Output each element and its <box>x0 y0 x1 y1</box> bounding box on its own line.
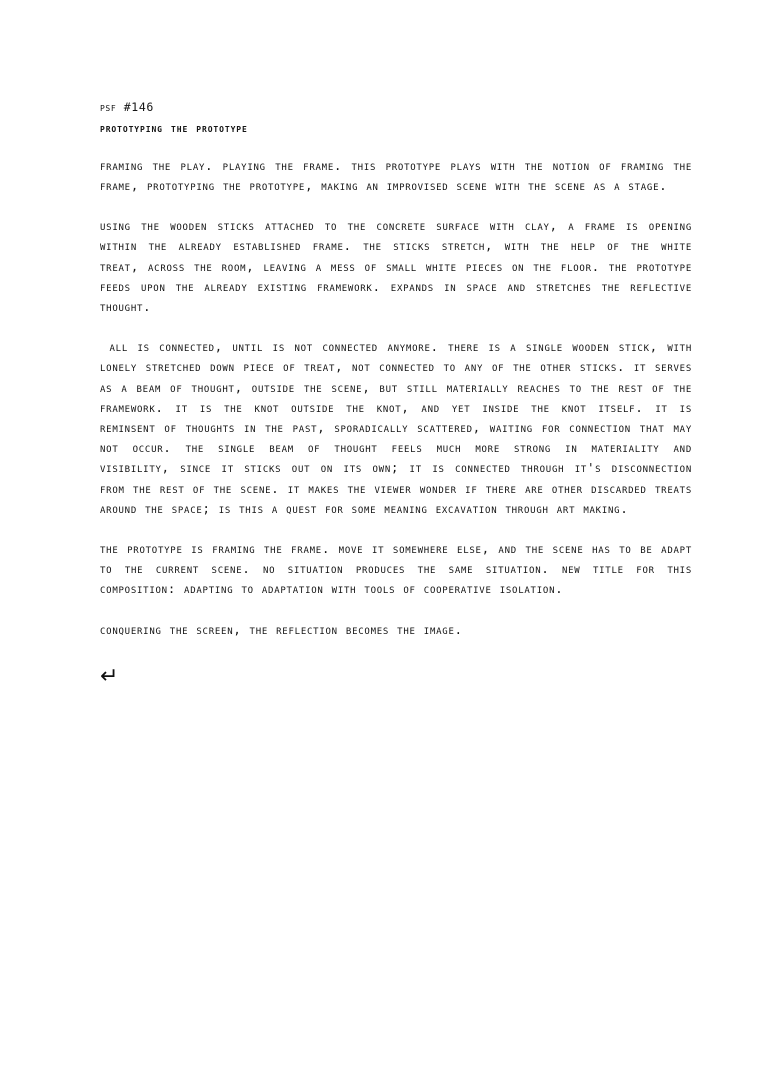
document-id: psf #146 <box>100 100 154 114</box>
spacer <box>100 317 692 337</box>
spacer <box>100 196 692 216</box>
paragraph-2: using the wooden sticks attached to the concrete surface with clay, a frame is opening within the already established frame. the sticks stretch, with the help of the white treat, across the room, leaving a mess of small white pieces on the floor. the prototype feeds upon the already existing framework. expands in space and stretches the reflective thought. <box>100 219 701 314</box>
document-body <box>100 100 701 689</box>
spacer <box>100 136 692 156</box>
paragraph-5: conquering the screen, the reflection becomes the image. <box>100 622 463 637</box>
paragraph-1: framing the play. playing the frame. this prototype plays with the notion of framing the frame, prototyping the prototype, making an improvised scene with the scene as a stage. <box>100 158 701 193</box>
enter-return-icon: ↵ <box>100 663 119 689</box>
spacer <box>100 600 692 620</box>
paragraph-3: all is connected, until is not connected anymore. there is a single wooden stick, with lonely stretched down piece of treat, not connected to any of the other sticks. it serves as a beam of thought, outside the scene, but still materially reaches to the rest of the framework. it is the knot outside the knot, and yet inside the knot itself. it is reminsent of thoughts in the past, sporadically scattered, waiting for connection that may not occur. the single beam of thought feels much more strong in materiality and visibility, since it sticks out on its own; it is connected through it's disconnection from the rest of the scene. it makes the viewer wonder if there are other discarded treats around the space; is this a quest for some meaning excavation through art making. <box>100 340 701 516</box>
page-title: prototyping the prototype <box>100 120 248 135</box>
paragraph-4: the prototype is framing the frame. move it somewhere else, and the scene has to be adapt to the current scene. no situation produces the same situation. new title for this composition: adapting to adaptation with tools of cooperative isolation. <box>100 541 701 597</box>
spacer <box>100 519 692 539</box>
